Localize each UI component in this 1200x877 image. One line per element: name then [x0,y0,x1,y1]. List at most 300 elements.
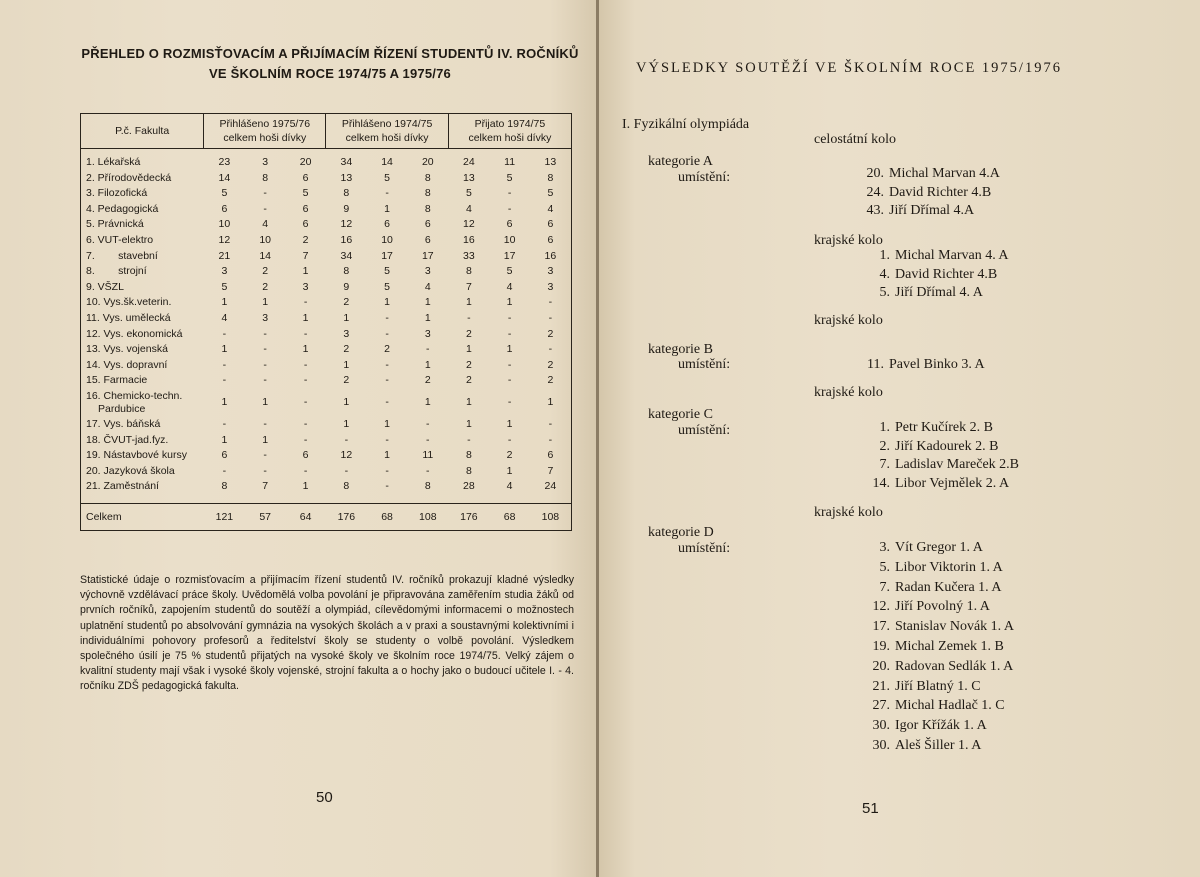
table-cell: - [263,202,267,215]
header-group-2 [326,114,449,149]
faculty-name: 18. ČVUT-jad.fyz. [86,433,169,446]
table-cell: 6 [302,449,309,462]
table-cell: - [385,374,389,387]
result-entry [866,736,1014,756]
result-name: Stanislav Novák 1. A [895,619,1014,635]
table-row [81,358,572,374]
total-cell: 108 [407,503,448,530]
result-entry [866,657,1014,677]
table-cell: 2 [262,280,269,293]
table-cell: 7 [547,464,554,477]
table-cell: 5 [506,265,513,278]
result-entry [866,637,1014,657]
result-name: Pavel Binko 3. A [889,357,985,372]
table-cell: 2 [343,343,350,356]
table-cell: 13 [340,171,353,184]
result-name: Petr Kučírek 2. B [895,420,993,435]
table-cell: 2 [262,265,269,278]
table-cell: 1 [506,343,513,356]
table-cell: 4 [506,280,513,293]
table-cell: - [344,433,349,446]
result-rank: 14. [872,475,890,491]
table-cell: 14 [381,156,393,168]
list-cat-c [866,419,1019,493]
faculty-name: 4. Pedagogická [86,202,159,215]
table-cell: 4 [465,202,472,215]
title-line-1: PŘEHLED O ROZMISŤOVACÍM A PŘIJÍMACÍM ŘÍZENÍ STUDENTŮ IV. ROČNÍKŮ [81,46,579,61]
left-page [0,0,597,877]
table-cell: 1 [262,396,269,409]
table-cell: 8 [343,480,350,493]
result-name: Michal Zemek 1. B [895,638,1004,654]
table-cell: 12 [463,218,475,231]
table-cell: - [507,327,512,340]
table-header-row [81,114,572,149]
label-kategorie-c: kategorie C [648,407,713,422]
result-name: Jiří Blatný 1. C [895,678,981,694]
table-cell: - [385,433,389,446]
table-cell: 2 [506,449,513,462]
table-cell: - [303,358,308,371]
table-cell: 1 [465,343,472,356]
result-entry [866,438,1019,457]
table-cell: - [222,358,227,371]
table-cell: 1 [424,296,431,309]
table-cell: 3 [262,311,269,324]
group-title: Přijato 1974/75 [474,118,546,130]
table-cell: 6 [547,233,554,246]
table-cell: 17 [503,249,516,262]
result-entry [866,456,1019,475]
table-cell: 7 [465,280,472,293]
faculty-name: 3. Filozofická [86,187,148,200]
result-entry [866,475,1019,494]
table-cell: 1 [384,417,390,430]
table-cell: - [467,311,471,324]
table-cell: 1 [221,296,228,309]
table-cell: 6 [302,171,309,184]
table-cell: - [303,327,308,340]
table-row [81,389,572,417]
table-cell: 1 [424,396,431,409]
table-cell: - [385,464,389,477]
table-cell: 9 [343,202,350,215]
faculty-name: 7. stavební [86,249,158,262]
table-cell: 34 [340,249,353,262]
table-cell: - [548,433,553,446]
table-cell: 5 [221,187,228,200]
table-cell: - [548,343,553,356]
table-cell: - [548,311,553,324]
table-row [81,249,572,265]
table-cell: 6 [547,449,554,462]
label-kategorie-a: kategorie A [648,154,713,169]
list-cat-d [866,538,1014,756]
table-cell: - [303,374,308,387]
table-row [81,448,572,464]
table-cell: - [507,396,512,409]
faculty-name: 10. Vys.šk.veterin. [86,296,172,309]
table-cell: 7 [262,480,269,493]
result-rank: 1. [879,248,890,263]
total-cell: 57 [245,503,285,530]
table-cell: 8 [424,187,431,200]
table-cell: - [507,187,512,200]
table-cell: - [263,358,267,371]
result-entry [866,716,1014,736]
table-cell: 1 [302,311,309,324]
table-cell: 34 [340,156,353,168]
table-cell: 4 [221,311,228,324]
result-entry [866,578,1014,598]
table-cell: - [263,187,267,200]
table-cell: - [426,343,430,356]
total-cell: 68 [489,503,529,530]
list-cat-a-krajske [866,247,1009,303]
table-cell: 5 [221,280,228,293]
table-cell: - [426,433,430,446]
group-subheader: celkem hoši dívky [468,132,552,144]
result-rank: 7. [879,579,890,595]
table-cell: 8 [465,449,472,462]
faculty-name: 1. Lékařská [86,156,141,168]
table-cell: 1 [343,396,350,409]
label-krajske-kolo-a: krajské kolo [814,233,883,248]
table-cell: 24 [463,156,475,168]
result-name: David Richter 4.B [895,266,998,282]
label-umisteni-c: umístění: [678,423,731,438]
result-entry [860,202,1000,221]
total-cell: 176 [448,503,489,530]
result-name: Igor Křížák 1. A [895,718,987,734]
table-cell: 1 [384,296,390,309]
total-cell: 64 [285,503,325,530]
faculty-name: 14. Vys. dopravní [86,358,168,371]
table-row [81,342,572,358]
header-group-3 [448,114,571,149]
table-row [81,280,572,296]
table-cell: 1 [221,343,228,356]
placement-table [80,113,572,531]
total-cell: 176 [326,503,367,530]
table-row [81,217,572,233]
table-cell: - [303,417,308,430]
table-cell: 6 [302,218,309,231]
table-cell: 3 [302,280,309,293]
faculty-name: 19. Nástavbové kursy [86,449,187,462]
table-cell: 8 [465,464,472,477]
faculty-name: 5. Právnická [86,218,144,231]
table-cell: 1 [302,265,309,278]
table-cell: - [548,417,553,430]
table-cell: 8 [262,171,269,184]
table-cell: 6 [302,202,309,215]
table-cell: 1 [424,358,431,371]
title-line-2: VE ŠKOLNÍM ROCE 1974/75 A 1975/76 [209,66,451,81]
table-cell: 2 [343,296,350,309]
table-cell: 1 [343,417,350,430]
table-cell: 11 [422,449,434,462]
table-cell: 3 [547,280,554,293]
result-rank: 3. [879,540,890,555]
table-cell: 5 [384,171,390,184]
table-cell: 1 [384,449,390,462]
table-cell: - [222,464,227,477]
table-cell: - [548,296,553,309]
table-row [81,264,572,280]
result-rank: 1. [879,420,890,435]
table-cell: 2 [343,374,350,387]
page-number-right: 51 [862,800,879,817]
table-row [81,327,572,343]
label-kategorie-d: kategorie D [648,525,714,540]
faculty-name: 6. VUT-elektro [86,233,154,246]
table-cell: 14 [259,249,271,262]
table-cell: 1 [465,417,472,430]
result-rank: 5. [879,285,890,301]
label-celostatni-kolo: celostátní kolo [814,132,897,147]
total-label: Celkem [81,503,204,530]
header-group-1 [204,114,326,149]
table-cell: 16 [463,233,475,246]
list-cat-b [860,356,985,375]
table-cell: - [385,311,389,324]
result-entry [866,247,1009,266]
table-cell: 2 [547,327,554,340]
table-cell: 20 [421,156,434,168]
table-cell: 5 [465,187,472,200]
table-row [81,417,572,433]
faculty-name: 9. VŠZL [86,280,124,293]
table-cell: 13 [544,156,557,168]
table-cell: 8 [547,171,554,184]
table-cell: 1 [506,464,513,477]
table-cell: - [263,449,267,462]
result-name: Libor Viktorin 1. A [895,559,1003,575]
table-cell: - [385,187,389,200]
result-entry [866,284,1009,303]
table-title [80,44,580,84]
table-cell: - [507,374,512,387]
table-cell: 10 [381,233,393,246]
result-entry [866,696,1014,716]
result-rank: 43. [866,203,884,219]
table-cell: 3 [343,327,350,340]
table-cell: - [222,374,227,387]
label-umisteni-d: umístění: [678,541,731,556]
table-cell: - [426,417,430,430]
table-row [81,433,572,449]
result-entry [860,165,1000,184]
table-cell: 4 [547,202,554,215]
label-umisteni-b: umístění: [678,357,731,372]
total-cell: 68 [367,503,407,530]
result-name: Radovan Sedlák 1. A [895,658,1014,674]
table-cell: 20 [299,156,312,168]
table-cell: 1 [465,396,472,409]
label-umisteni-a: umístění: [678,170,731,185]
result-rank: 21. [872,678,890,694]
result-rank: 2. [879,438,890,454]
table-cell: - [426,464,430,477]
result-name: Michal Marvan 4. A [895,248,1009,263]
result-entry [866,558,1014,578]
faculty-name: 12. Vys. ekonomická [86,327,183,340]
result-rank: 7. [879,457,890,473]
result-name: Vít Gregor 1. A [895,540,983,555]
table-cell: 3 [424,265,431,278]
result-name: Michal Marvan 4.A [889,166,1000,181]
table-cell: - [303,433,308,446]
result-entry [866,677,1014,697]
results-title: VÝSLEDKY SOUTĚŽÍ VE ŠKOLNÍM ROCE 1975/1976 [636,60,1062,76]
table-cell: 1 [221,396,228,409]
result-name: Jiří Povolný 1. A [895,599,990,615]
table-cell: 10 [259,233,271,246]
table-cell: 5 [547,187,554,200]
table-cell: - [467,433,471,446]
table-cell: 4 [506,480,513,493]
group-title: Přihlášeno 1974/75 [341,118,433,130]
faculty-name: 15. Farmacie [86,374,148,387]
table-cell: 8 [343,265,350,278]
table-cell: - [385,480,389,493]
result-rank: 30. [872,737,890,753]
table-cell: 1 [343,358,350,371]
table-cell: 6 [424,218,431,231]
result-entry [866,419,1019,438]
table-cell: 5 [302,187,309,200]
table-cell: 11 [504,156,516,168]
table-cell: 4 [424,280,431,293]
table-cell: 24 [544,480,557,493]
total-cell: 121 [204,503,245,530]
result-rank: 12. [872,599,890,615]
table-cell: 1 [262,296,269,309]
table-cell: - [303,296,308,309]
table-cell: 1 [384,202,390,215]
table-cell: - [385,327,389,340]
table-cell: 6 [221,449,228,462]
result-name: Libor Vejmělek 2. A [895,475,1010,491]
table-cell: 6 [424,233,431,246]
table-cell: 8 [424,171,431,184]
table-cell: - [385,358,389,371]
table-cell: 3 [424,327,431,340]
table-cell: - [507,433,512,446]
table-cell: 1 [465,296,472,309]
table-cell: 2 [465,327,472,340]
table-cell: 8 [343,187,350,200]
table-cell: 6 [506,218,513,231]
table-cell: 8 [424,480,431,493]
result-name: Aleš Šiller 1. A [895,737,982,753]
table-cell: 2 [465,374,472,387]
table-cell: - [303,464,308,477]
table-cell: 28 [463,480,475,493]
table-cell: - [507,311,512,324]
list-cat-a-celostatni [860,165,1000,221]
faculty-name: 16. Chemicko-techn. Pardubice [86,389,183,415]
table-cell: 8 [465,265,472,278]
table-cell: 10 [503,233,516,246]
table-body [81,149,572,531]
label-krajske-kolo-d: krajské kolo [814,505,883,520]
table-row [81,479,572,503]
table-row [81,464,572,480]
table-cell: - [344,464,349,477]
result-rank: 17. [872,619,890,635]
result-entry [860,184,1000,203]
faculty-name: 2. Přírodovědecká [86,171,172,184]
table-cell: 1 [506,296,513,309]
table-cell: 17 [381,249,393,262]
table-cell: 3 [262,156,269,168]
table-cell: - [507,202,512,215]
table-cell: 1 [221,433,228,446]
label-krajske-kolo-b: krajské kolo [814,313,883,328]
result-name: Michal Hadlač 1. C [895,698,1005,714]
table-cell: 12 [218,233,231,246]
table-cell: 33 [463,249,475,262]
table-row [81,149,572,171]
faculty-name: 11. Vys. umělecká [86,311,171,324]
table-cell: 6 [547,218,554,231]
faculty-name: 20. Jazyková škola [86,464,175,477]
result-name: David Richter 4.B [889,184,992,200]
table-row [81,233,572,249]
table-cell: 21 [218,249,231,262]
group-title: Přihlášeno 1975/76 [219,118,311,130]
table-row [81,186,572,202]
result-rank: 11. [867,357,884,372]
result-name: Ladislav Mareček 2.B [895,457,1020,473]
summary-paragraph: Statistické údaje o rozmisťovacím a přijímacím řízení studentů IV. ročníků prokazují kladné výsledky výchovně vzdělávací práce školy. Uvědomělá volba povolání je připravována zaměřením studia žáků od prvních ročníků, zapojením studentů do soutěží a olympiád, cílevědomými informacemi o možnostech uplatnění studentů po absolvování gymnázia na vysokých školách a v praxi a soustavnými kolektivními i individuálními pohovory profesorů a ředitelství školy se studenty o volbě povolání. Výsledkem společného úsilí je 75 % studentů přijatých na vysoké školy ve školním roce 1974/75. Velký zájem o kvalitní studenty mají však i vysoké školy vojenské, strojní fakulta a o hochy jako o budoucí učitele I. - 4. ročníku ZDŠ pedagogická fakulta. [80,574,574,693]
label-krajske-kolo-c: krajské kolo [814,385,883,400]
result-rank: 30. [872,718,890,734]
table-cell: 1 [424,311,431,324]
table-cell: - [263,464,267,477]
table-cell: 1 [262,433,269,446]
table-cell: 5 [384,265,390,278]
total-cell: 108 [530,503,572,530]
table-cell: 12 [340,449,353,462]
table-cell: 7 [302,249,309,262]
table-cell: 5 [384,280,390,293]
table-cell: 6 [221,202,228,215]
section-heading: I. Fyzikální olympiáda [622,117,750,132]
table-cell: 2 [424,374,431,387]
table-cell: 6 [384,218,390,231]
table-cell: 2 [302,233,309,246]
table-cell: 1 [302,343,309,356]
result-entry [866,617,1014,637]
result-entry [866,538,1014,558]
table-cell: - [263,417,267,430]
table-cell: 10 [218,218,231,231]
header-faculty: P.č. Fakulta [81,114,204,149]
table-cell: - [222,417,227,430]
table-cell: 4 [262,218,269,231]
table-cell: - [263,374,267,387]
table-cell: 16 [544,249,557,262]
table-cell: 1 [343,311,350,324]
faculty-name: 21. Zaměstnání [86,480,159,493]
table-cell: 13 [463,171,475,184]
table-row [81,202,572,218]
table-cell: 14 [218,171,231,184]
table-cell: 1 [302,480,309,493]
